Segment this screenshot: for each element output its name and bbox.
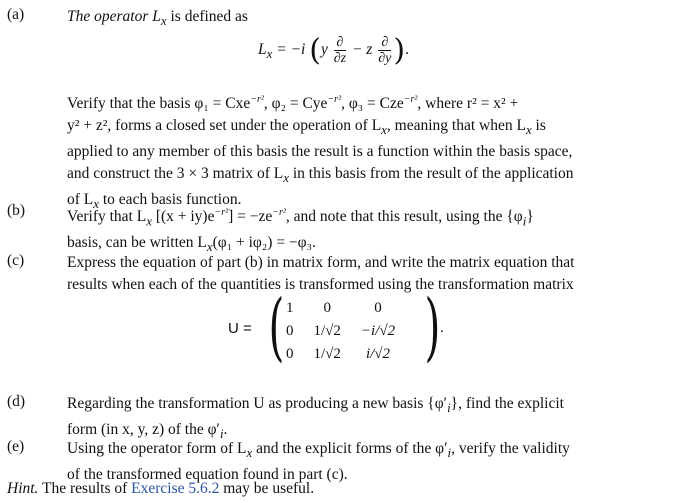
hint-label: Hint. <box>7 480 39 497</box>
part-b-label: (b) <box>7 202 26 219</box>
matrix-cell: 0 <box>286 346 294 362</box>
part-a-intro-text: The operator L <box>67 8 161 25</box>
part-a-line-3: applied to any member of this basis the result is a function within the basis space, <box>67 143 573 161</box>
part-e-label: (e) <box>7 438 25 455</box>
eq-mid: = −i <box>272 41 306 59</box>
part-b-body <box>67 202 662 258</box>
hint <box>7 478 602 500</box>
matrix-row <box>276 320 405 343</box>
part-a-line-5: of $L_x$ to each basis function. <box>67 191 242 212</box>
part-b-line-2: basis, can be written $L_x(\varphi_1 + i\varphi_2) = -\varphi_3$. <box>67 234 316 255</box>
part-a-label: (a) <box>7 6 25 23</box>
fraction-d-dy <box>378 36 391 65</box>
matrix-u <box>276 297 405 366</box>
right-paren: ) <box>393 33 406 68</box>
part-a-intro-sub: x <box>160 13 167 29</box>
matrix-right-paren: ) <box>424 284 441 370</box>
part-a-intro <box>67 6 662 32</box>
matrix-cell: i/√2 <box>365 346 391 362</box>
matrix-cell: 0 <box>374 300 382 316</box>
matrix-left-paren: ( <box>268 284 285 370</box>
matrix-u-name: U = <box>228 320 252 337</box>
part-d-line-2: form (in x, y, z) of the $\varphi'_i$. <box>67 421 228 442</box>
part-b-line-1: Verify that $L_x$ $[(x + iy)e^{-r^2}] = -ze^{-r^2}$, and note that this result, using the $\{\varphi_i\}$ <box>67 207 534 229</box>
frac-num-1: ∂ <box>336 35 344 50</box>
eq-y: y <box>320 41 328 59</box>
lx-definition-equation <box>258 33 409 68</box>
eq-lhs-sub: x <box>266 46 273 62</box>
matrix-cell: 0 <box>286 323 294 339</box>
matrix-row <box>276 343 405 366</box>
matrix-cell: 0 <box>323 300 331 316</box>
matrix-cell: 1/√2 <box>313 323 341 339</box>
eq-lhs: L <box>258 41 267 59</box>
part-a-line-4: and construct the 3 × 3 matrix of $L_x$ in this basis from the result of the application <box>67 165 574 186</box>
frac-den-2: ∂y <box>378 51 392 66</box>
fraction-d-dz <box>334 36 346 65</box>
eq-end: . <box>405 41 409 59</box>
frac-den-1: ∂z <box>333 51 347 66</box>
part-c-body <box>67 252 662 296</box>
eq-minus-z: − z <box>351 41 373 59</box>
exercise-link[interactable]: Exercise 5.6.2 <box>131 480 220 497</box>
hint-text-b: may be useful. <box>219 480 315 497</box>
part-a-intro-rest: is defined as <box>166 8 248 25</box>
part-c-line-2: results when each of the quantities is transformed using the transformation matrix <box>67 276 574 293</box>
part-d-label: (d) <box>7 393 26 410</box>
part-a-line-1: Verify that the basis φ₁ = Cxe$^{-r^2}$, φ₂ = Cye$^{-r^2}$, φ₃ = Cze$^{-r^2}$, where r² = x² + <box>67 94 519 113</box>
frac-num-2: ∂ <box>381 35 389 50</box>
matrix-cell: 1 <box>286 300 294 316</box>
part-c-line-1: Express the equation of part (b) in matrix form, and write the matrix equation that <box>67 254 575 271</box>
part-d-line-1: Regarding the transformation U as producing a new basis $\{\varphi'_i\}$, find the explicit <box>67 395 564 416</box>
matrix-cell: −i/√2 <box>360 323 396 339</box>
part-e-line-1: Using the operator form of $L_x$ and the explicit forms of the $\varphi'_i$, verify the validity <box>67 440 570 461</box>
part-a-body <box>67 89 662 215</box>
part-e-line-2: of the transformed equation found in part (c). <box>67 466 348 484</box>
hint-text-a: The results of <box>38 480 132 497</box>
left-paren: ( <box>309 33 321 68</box>
part-c-label: (c) <box>7 252 25 269</box>
matrix-cell: 1/√2 <box>313 346 341 362</box>
matrix-row <box>276 297 405 320</box>
part-a-line-2: y² + z², forms a closed set under the operation of $L_x$, meaning that when $L_x$ is <box>67 117 546 138</box>
matrix-end: . <box>440 320 444 336</box>
